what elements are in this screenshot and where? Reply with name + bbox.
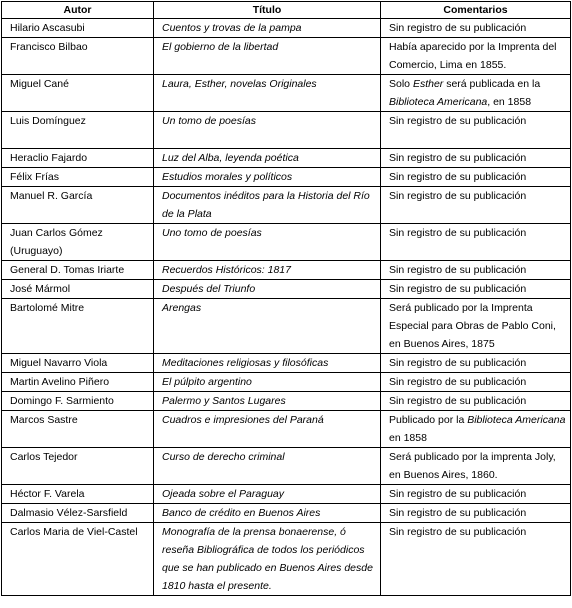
comment-italic-text: Biblioteca Americana [389,96,488,108]
table-row [2,187,571,224]
comment-text: Sin registro de su publicación [389,115,527,127]
comment-cell [381,112,571,149]
comment-cell [381,38,571,75]
comment-text: será publicada en la [443,78,541,90]
comment-cell [381,75,571,112]
table-row [2,299,571,354]
comment-cell [381,373,571,392]
author-cell: Dalmasio Vélez-Sarsfield [2,504,154,523]
table-row [2,149,571,168]
comment-text: Sin registro de su publicación [389,152,527,164]
author-cell: Francisco Bilbao [2,38,154,75]
table-row [2,354,571,373]
comment-text: Sin registro de su publicación [389,357,527,369]
comment-cell [381,411,571,448]
author-cell: Carlos Tejedor [2,448,154,485]
title-cell: Banco de crédito en Buenos Aires [154,504,381,523]
title-cell: Luz del Alba, leyenda poética [154,149,381,168]
title-cell: Curso de derecho criminal [154,448,381,485]
comment-text: Sin registro de su publicación [389,376,527,388]
author-cell: General D. Tomas Iriarte [2,261,154,280]
title-cell: Ojeada sobre el Paraguay [154,485,381,504]
comment-text: Sin registro de su publicación [389,171,527,183]
comment-cell [381,523,571,596]
author-cell: Miguel Cané [2,75,154,112]
author-cell: Héctor F. Varela [2,485,154,504]
comment-text: Sin registro de su publicación [389,283,527,295]
table-row [2,448,571,485]
comment-text: Será publicado por la imprenta Joly, en Buenos Aires, 1860. [389,451,556,481]
author-cell: Domingo F. Sarmiento [2,392,154,411]
title-cell: Un tomo de poesías [154,112,381,149]
title-cell: Recuerdos Históricos: 1817 [154,261,381,280]
table-row [2,168,571,187]
comment-text: Publicado por la [389,414,468,426]
comment-cell [381,149,571,168]
comment-cell [381,299,571,354]
header-author: Autor [2,2,154,19]
title-cell: Palermo y Santos Lugares [154,392,381,411]
table-row [2,224,571,261]
title-cell: Estudios morales y políticos [154,168,381,187]
comment-cell [381,504,571,523]
comment-text: Sin registro de su publicación [389,526,527,538]
header-title: Título [154,2,381,19]
comment-text: Sin registro de su publicación [389,227,527,239]
title-cell: Monografía de la prensa bonaerense, ó reseña Bibliográfica de todos los periódicos que se han publicado en Buenos Aires desde 1810 hasta el presente. [154,523,381,596]
title-cell: Laura, Esther, novelas Originales [154,75,381,112]
comment-cell [381,354,571,373]
comment-cell [381,224,571,261]
title-cell: Arengas [154,299,381,354]
title-cell: El gobierno de la libertad [154,38,381,75]
comment-cell [381,261,571,280]
title-cell: Después del Triunfo [154,280,381,299]
author-cell: Hilario Ascasubi [2,19,154,38]
publications-table [1,1,571,596]
table-row [2,38,571,75]
title-cell: El púlpito argentino [154,373,381,392]
author-cell: Juan Carlos Gómez (Uruguayo) [2,224,154,261]
author-cell: Bartolomé Mitre [2,299,154,354]
table-row [2,523,571,596]
table-row [2,280,571,299]
author-cell: Heraclio Fajardo [2,149,154,168]
comment-cell [381,168,571,187]
comment-text: Había aparecido por la Imprenta del Comercio, Lima en 1855. [389,41,557,71]
author-cell: José Mármol [2,280,154,299]
comment-cell [381,187,571,224]
header-row [2,2,571,19]
title-cell: Documentos inéditos para la Historia del Río de la Plata [154,187,381,224]
table-row [2,485,571,504]
comment-text: Sin registro de su publicación [389,488,527,500]
comment-text: Sin registro de su publicación [389,395,527,407]
table-row [2,261,571,280]
comment-text: en 1858 [389,432,427,444]
table-row [2,392,571,411]
table-row [2,504,571,523]
comment-text: Será publicado por la Imprenta Especial para Obras de Pablo Coni, en Buenos Aires, 1875 [389,302,556,350]
author-cell: Luis Domínguez [2,112,154,149]
comment-cell [381,280,571,299]
table-body [2,19,571,596]
header-comments: Comentarios [381,2,571,19]
comment-text: Sin registro de su publicación [389,264,527,276]
table-row [2,411,571,448]
title-cell: Cuentos y trovas de la pampa [154,19,381,38]
author-cell: Manuel R. García [2,187,154,224]
comment-cell [381,448,571,485]
author-cell: Miguel Navarro Viola [2,354,154,373]
comment-italic-text: Biblioteca Americana [467,414,566,426]
table-row [2,19,571,38]
comment-text: Sin registro de su publicación [389,190,527,202]
table-row [2,75,571,112]
author-cell: Marcos Sastre [2,411,154,448]
comment-italic-text: Esther [412,78,444,90]
comment-cell [381,19,571,38]
author-cell: Félix Frías [2,168,154,187]
table-row [2,373,571,392]
table-row [2,112,571,149]
comment-text: , en 1858 [487,96,532,108]
comment-text: Sin registro de su publicación [389,22,527,34]
title-cell: Meditaciones religiosas y filosóficas [154,354,381,373]
title-cell: Uno tomo de poesías [154,224,381,261]
comment-text: Solo [389,78,413,90]
comment-cell [381,392,571,411]
author-cell: Carlos Maria de Viel-Castel [2,523,154,596]
comment-text: Sin registro de su publicación [389,507,527,519]
comment-cell [381,485,571,504]
author-cell: Martin Avelino Piñero [2,373,154,392]
title-cell: Cuadros e impresiones del Paraná [154,411,381,448]
